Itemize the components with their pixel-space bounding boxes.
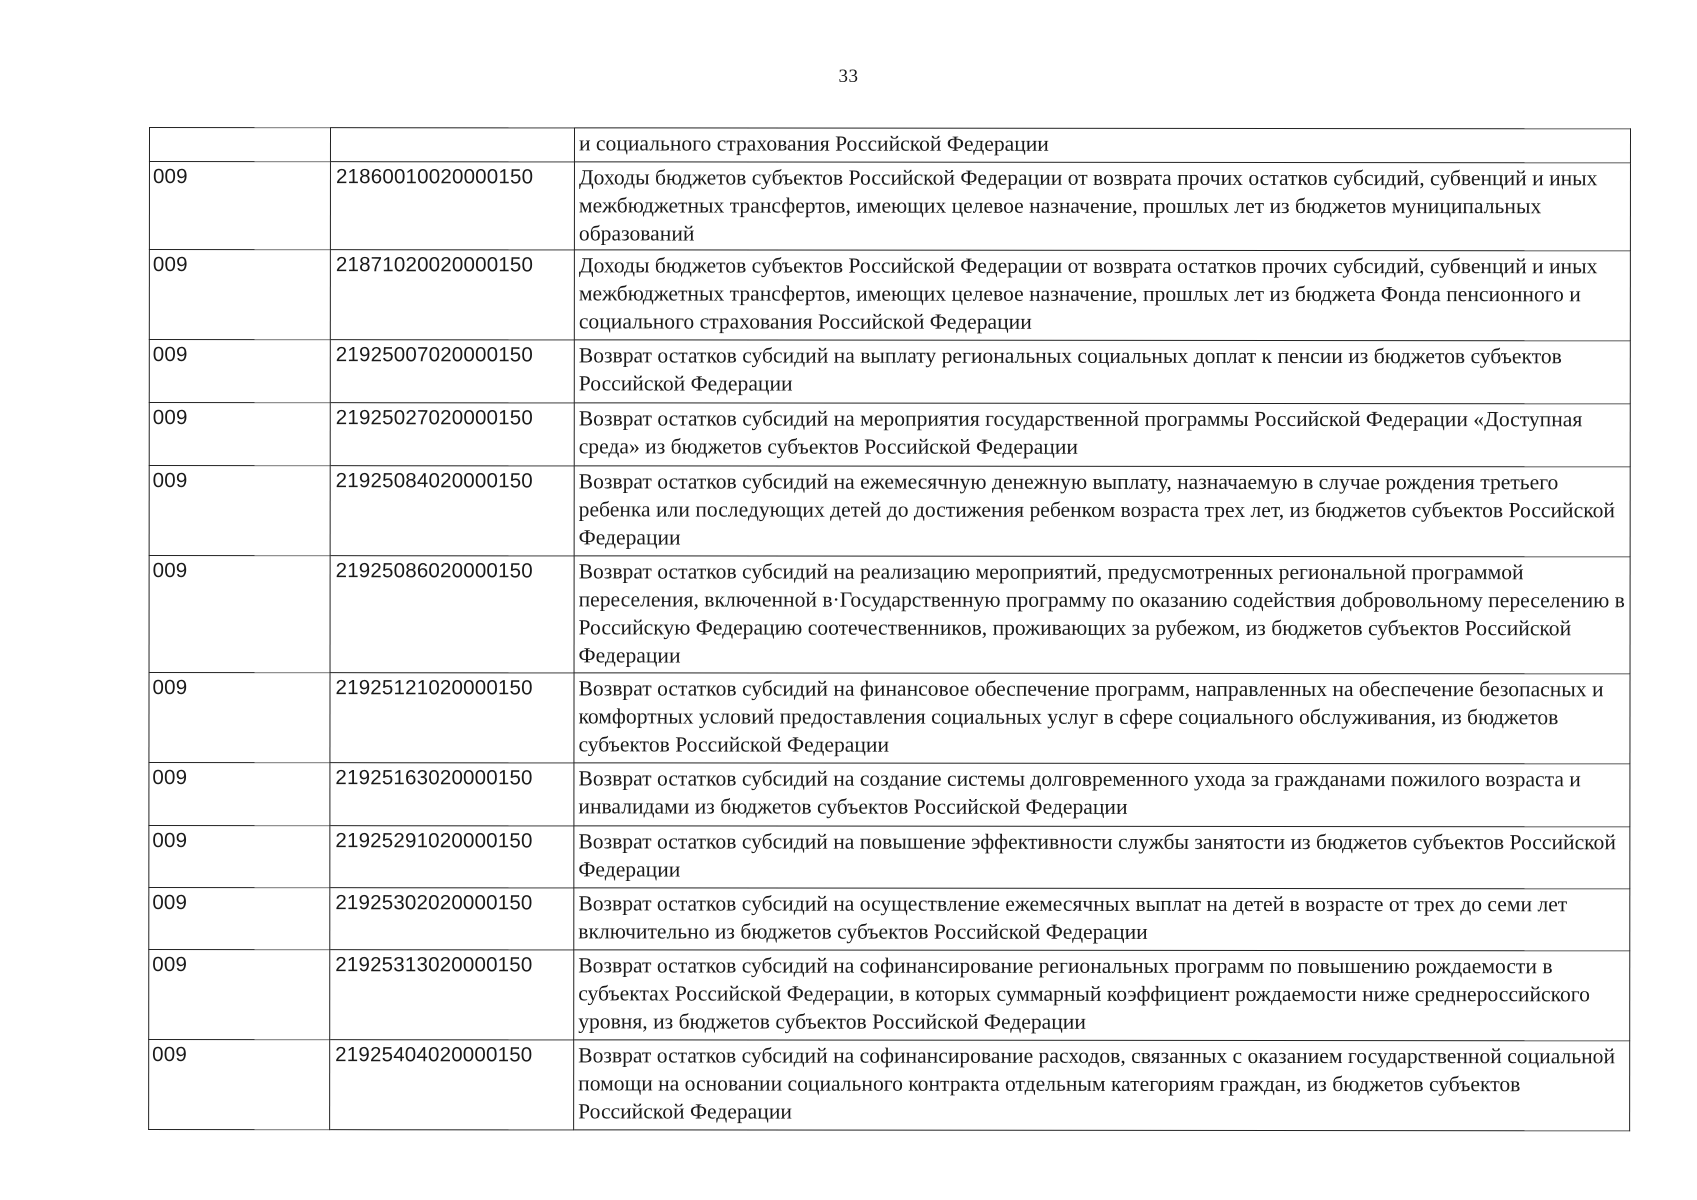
description-cell: и социального страхования Российской Федерации <box>574 128 1630 163</box>
budget-code-cell: 21925291020000150 <box>330 826 574 888</box>
table-row <box>149 888 1630 951</box>
table-row <box>149 950 1630 1041</box>
admin-code-cell: 009 <box>149 826 330 888</box>
table-row <box>149 403 1630 467</box>
admin-code-cell: 009 <box>149 556 330 673</box>
description-cell: Возврат остатков субсидий на реализацию мероприятий, предусмотренных региональной программой переселения, включенной в·Государственную программу по оказанию содействия добровольному переселению в Российскую Федерацию соотечественников, проживающих за рубежом, из бюджетов субъектов Российской Федерации <box>574 556 1630 674</box>
table-row <box>149 340 1630 404</box>
table-row <box>149 128 1630 163</box>
description-cell: Возврат остатков субсидий на софинансирование расходов, связанных с оказанием государственной социальной помощи на основании социального контракта отдельным категориям граждан, из бюджетов субъектов Российской Федерации <box>574 1040 1630 1131</box>
description-cell: Возврат остатков субсидий на осуществление ежемесячных выплат на детей в возрасте от трех до семи лет включительно из бюджетов субъектов Российской Федерации <box>574 888 1630 951</box>
budget-code-cell: 21871020020000150 <box>330 250 574 340</box>
admin-code-cell: 009 <box>149 888 330 950</box>
table-row <box>149 1040 1630 1131</box>
table-row <box>149 673 1630 764</box>
table-row <box>149 162 1630 251</box>
table-row <box>149 556 1630 674</box>
budget-code-cell: 21925084020000150 <box>330 466 574 556</box>
description-cell: Возврат остатков субсидий на мероприятия государственной программы Российской Федерации «Доступная среда» из бюджетов субъектов Российской Федерации <box>574 403 1630 467</box>
table-row <box>149 826 1630 889</box>
table-row <box>149 466 1630 557</box>
description-cell: Возврат остатков субсидий на софинансирование региональных программ по повышению рождаемости в субъектах Российской Федерации, в которых суммарный коэффициент рождаемости ниже среднероссийского уровня, из бюджетов субъектов Российской Федерации <box>574 950 1630 1041</box>
table-row <box>149 250 1630 341</box>
budget-code-cell: 21925121020000150 <box>330 673 574 763</box>
admin-code-cell: 009 <box>149 673 330 763</box>
budget-code-cell: 21925027020000150 <box>330 403 574 466</box>
table-row <box>149 763 1630 827</box>
budget-code-cell: 21860010020000150 <box>330 162 574 250</box>
admin-code-cell: 009 <box>149 950 330 1040</box>
budget-codes-table <box>148 127 1631 1131</box>
budget-code-cell: 21925086020000150 <box>330 556 574 673</box>
admin-code-cell <box>149 128 330 162</box>
admin-code-cell: 009 <box>149 403 330 466</box>
admin-code-cell: 009 <box>149 340 330 403</box>
description-cell: Возврат остатков субсидий на ежемесячную денежную выплату, назначаемую в случае рождения третьего ребенка или последующих детей до достижения ребенком возраста трех лет, из бюджетов субъектов Российской Федерации <box>574 466 1630 557</box>
admin-code-cell: 009 <box>149 763 330 826</box>
budget-code-cell: 21925313020000150 <box>330 950 574 1040</box>
admin-code-cell: 009 <box>149 466 330 556</box>
description-cell: Доходы бюджетов субъектов Российской Федерации от возврата остатков прочих субсидий, субвенций и иных межбюджетных трансфертов, имеющих целевое назначение, прошлых лет из бюджета Фонда пенсионного и социального страхования Российской Федерации <box>574 250 1630 341</box>
description-cell: Возврат остатков субсидий на выплату региональных социальных доплат к пенсии из бюджетов субъектов Российской Федерации <box>574 340 1630 404</box>
admin-code-cell: 009 <box>149 250 330 340</box>
description-cell: Возврат остатков субсидий на финансовое обеспечение программ, направленных на обеспечение безопасных и комфортных условий предоставления социальных услуг в сфере социального обслуживания, из бюджетов субъектов Российской Федерации <box>574 673 1630 764</box>
budget-code-cell: 21925302020000150 <box>330 888 574 950</box>
budget-code-cell: 21925404020000150 <box>330 1040 574 1130</box>
admin-code-cell: 009 <box>149 162 330 250</box>
budget-code-cell: 21925163020000150 <box>330 763 574 826</box>
page-number: 33 <box>838 66 859 87</box>
budget-code-cell <box>330 128 574 162</box>
description-cell: Возврат остатков субсидий на повышение эффективности службы занятости из бюджетов субъектов Российской Федерации <box>574 826 1630 889</box>
budget-code-cell: 21925007020000150 <box>330 340 574 403</box>
admin-code-cell: 009 <box>149 1040 330 1130</box>
description-cell: Возврат остатков субсидий на создание системы долговременного ухода за гражданами пожилого возраста и инвалидами из бюджетов субъектов Российской Федерации <box>574 763 1630 827</box>
description-cell: Доходы бюджетов субъектов Российской Федерации от возврата прочих остатков субсидий, субвенций и иных межбюджетных трансфертов, имеющих целевое назначение, прошлых лет из бюджетов муниципальных образований <box>574 162 1630 251</box>
